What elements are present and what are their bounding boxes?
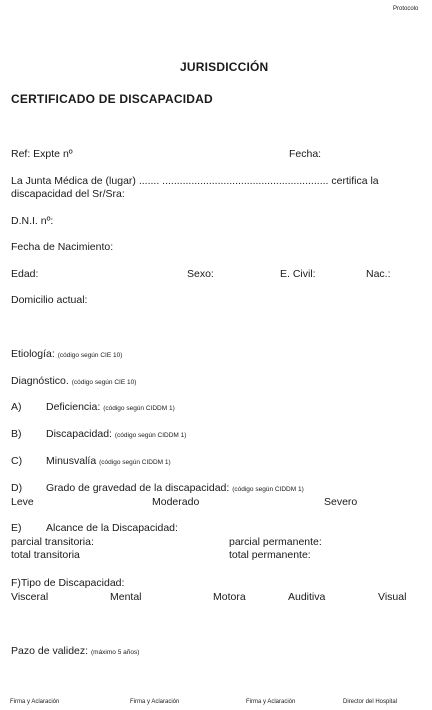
- protocol-label: Protocolo: [393, 6, 419, 12]
- etiology-label: Etiología:: [11, 348, 55, 360]
- birthdate-field: Fecha de Nacimiento:: [11, 241, 114, 253]
- signature-3: Firma y Aclaración: [246, 699, 296, 705]
- signature-director: Director del Hospital: [343, 699, 398, 705]
- item-a-note: (código según CIDDM 1): [103, 405, 175, 412]
- type-auditiva: Auditiva: [288, 591, 326, 603]
- item-b-row: [46, 428, 186, 440]
- item-d-row: [46, 482, 304, 494]
- item-d-label: Grado de gravedad de la discapacidad:: [46, 482, 230, 494]
- item-a-label: Deficiencia:: [46, 401, 101, 413]
- diagnosis-label: Diagnóstico.: [11, 375, 69, 387]
- item-d-letter: D): [11, 482, 23, 494]
- type-motora: Motora: [213, 591, 246, 603]
- partial-permanent: parcial permanente:: [229, 536, 322, 548]
- diagnosis-note: (código según CIE 10): [71, 379, 137, 386]
- ref-expte-field: Ref: Expte nº: [11, 148, 73, 160]
- junta-line-2: discapacidad del Sr/Sra:: [11, 188, 125, 200]
- type-visual: Visual: [378, 591, 407, 603]
- certificate-title: CERTIFICADO DE DISCAPACIDAD: [11, 92, 213, 106]
- item-c-row: [46, 455, 171, 467]
- item-c-label: Minusvalía: [46, 455, 97, 467]
- type-mental: Mental: [110, 591, 142, 603]
- item-c-note: (código según CIDDM 1): [99, 459, 171, 466]
- type-visceral: Visceral: [11, 591, 49, 603]
- severity-moderado: Moderado: [152, 496, 200, 508]
- fecha-field: Fecha:: [289, 148, 322, 160]
- validity-note: (máximo 5 años): [90, 649, 140, 656]
- severity-leve: Leve: [11, 496, 34, 508]
- signature-1: Firma y Aclaración: [10, 699, 60, 705]
- dni-field: D.N.I. nº:: [11, 215, 54, 227]
- item-b-note: (código según CIDDM 1): [114, 432, 187, 439]
- jurisdiction-title: JURISDICCIÓN: [180, 60, 269, 74]
- total-permanent: total permanente:: [229, 549, 311, 561]
- item-b-label: Discapacidad:: [46, 428, 112, 440]
- item-c-letter: C): [11, 455, 23, 467]
- partial-transitory: parcial transitoria:: [11, 536, 94, 548]
- civil-status-field: E. Civil:: [280, 268, 316, 280]
- severity-severo: Severo: [324, 496, 358, 508]
- diagnosis-row: [11, 375, 136, 387]
- sex-field: Sexo:: [187, 268, 214, 280]
- age-field: Edad:: [11, 268, 39, 280]
- validity-label: Pazo de validez:: [11, 645, 89, 657]
- signature-2: Firma y Aclaración: [130, 699, 180, 705]
- nationality-field: Nac.:: [366, 268, 391, 280]
- item-e-letter: E): [11, 522, 22, 534]
- item-a-row: [46, 401, 175, 413]
- scope-label: Alcance de la Discapacidad:: [46, 522, 178, 534]
- total-transitory: total transitoria: [11, 549, 80, 561]
- etiology-row: [11, 348, 122, 360]
- validity-row: [11, 645, 139, 657]
- type-label: F)Tipo de Discapacidad:: [11, 577, 125, 589]
- item-d-note: (código según CIDDM 1): [232, 486, 304, 493]
- junta-line-1: La Junta Médica de (lugar) ....... ......................................................... certifica la: [11, 175, 379, 187]
- address-field: Domicilio actual:: [11, 294, 88, 306]
- item-b-letter: B): [11, 428, 22, 440]
- etiology-note: (código según CIE 10): [57, 352, 123, 359]
- item-a-letter: A): [11, 401, 22, 413]
